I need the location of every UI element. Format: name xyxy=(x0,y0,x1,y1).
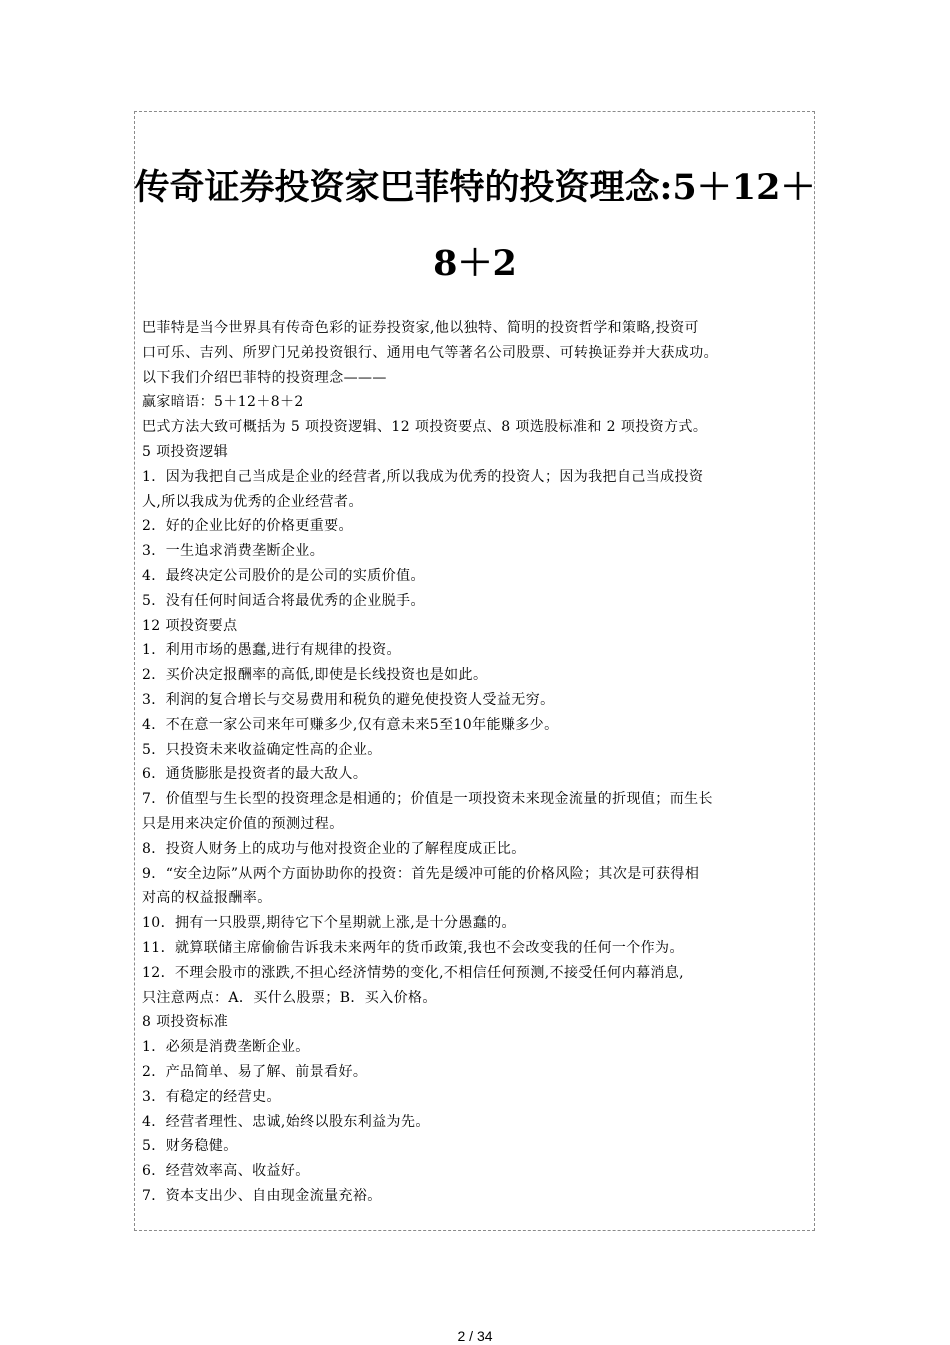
text-line: 8．投资人财务上的成功与他对投资企业的了解程度成正比。 xyxy=(142,840,526,857)
text-line: 3．利润的复合增长与交易费用和税负的避免使投资人受益无穷。 xyxy=(142,691,555,708)
text-line: 2．好的企业比好的价格更重要。 xyxy=(142,518,353,535)
text-line: 1．因为我把自己当成是企业的经营者,所以我成为优秀的投资人；因为我把自己当成投资 xyxy=(142,468,704,485)
text-line: 6．通货膨胀是投资者的最大敌人。 xyxy=(142,766,368,783)
page-title xyxy=(0,150,950,302)
text-line: 1．必须是消费垄断企业。 xyxy=(142,1039,310,1056)
text-line: 12．不理会股市的涨跌,不担心经济情势的变化,不相信任何预测,不接受任何内幕消息, xyxy=(142,964,685,981)
page-title-line-2: 8＋2 xyxy=(433,243,517,284)
text-line: 10．拥有一只股票,期待它下个星期就上涨,是十分愚蠢的。 xyxy=(142,915,516,932)
page-title-line-1: 传奇证券投资家巴菲特的投资理念:5＋12＋ xyxy=(134,167,816,208)
text-line: 2．产品简单、易了解、前景看好。 xyxy=(142,1063,368,1080)
text-line: 巴式方法大致可概括为 5 项投资逻辑、12 项投资要点、8 项选股标准和 2 项投资方式。 xyxy=(142,419,708,436)
text-line: 5 项投资逻辑 xyxy=(142,443,229,460)
text-line: 4．经营者理性、忠诚,始终以股东利益为先。 xyxy=(142,1113,430,1130)
text-line: 1．利用市场的愚蠢,进行有规律的投资。 xyxy=(142,642,401,659)
text-line: 3．一生追求消费垄断企业。 xyxy=(142,543,325,560)
text-line: 以下我们介绍巴菲特的投资理念——— xyxy=(142,369,387,386)
text-line: 4．最终决定公司股价的是公司的实质价值。 xyxy=(142,567,425,584)
text-line: 巴菲特是当今世界具有传奇色彩的证券投资家,他以独特、简明的投资哲学和策略,投资可 xyxy=(142,320,699,336)
document-body xyxy=(142,316,810,1209)
text-line: 对高的权益报酬率。 xyxy=(142,890,272,907)
text-line: 人,所以我成为优秀的企业经营者。 xyxy=(142,493,363,510)
text-line: 口可乐、吉列、所罗门兄弟投资银行、通用电气等著名公司股票、可转换证券并大获成功。 xyxy=(142,344,718,361)
text-line: 9．“安全边际”从两个方面协助你的投资：首先是缓冲可能的价格风险；其次是可获得相 xyxy=(142,865,700,882)
text-line: 5．财务稳健。 xyxy=(142,1138,238,1155)
text-line: 2．买价决定报酬率的高低,即使是长线投资也是如此。 xyxy=(142,667,488,684)
text-line: 只注意两点：A．买什么股票；B．买入价格。 xyxy=(142,989,437,1006)
text-line: 只是用来决定价值的预测过程。 xyxy=(142,815,344,832)
text-line: 11．就算联储主席偷偷告诉我未来两年的货币政策,我也不会改变我的任何一个作为。 xyxy=(142,939,684,956)
text-line: 8 项投资标准 xyxy=(142,1014,229,1031)
text-line: 12 项投资要点 xyxy=(142,617,238,634)
text-line: 7．资本支出少、自由现金流量充裕。 xyxy=(142,1187,382,1204)
text-line: 4．不在意一家公司来年可赚多少,仅有意未来5至10年能赚多少。 xyxy=(142,716,559,733)
text-line: 5．没有任何时间适合将最优秀的企业脱手。 xyxy=(142,592,425,609)
page-number: 2 / 34 xyxy=(457,1328,493,1344)
text-line: 7．价值型与生长型的投资理念是相通的；价值是一项投资未来现金流量的折现值；而生长 xyxy=(142,791,713,808)
text-line: 6．经营效率高、收益好。 xyxy=(142,1163,310,1180)
text-line: 3．有稳定的经营史。 xyxy=(142,1088,281,1105)
text-line: 5．只投资未来收益确定性高的企业。 xyxy=(142,741,382,758)
text-line: 赢家暗语：5＋12＋8＋2 xyxy=(142,394,304,411)
